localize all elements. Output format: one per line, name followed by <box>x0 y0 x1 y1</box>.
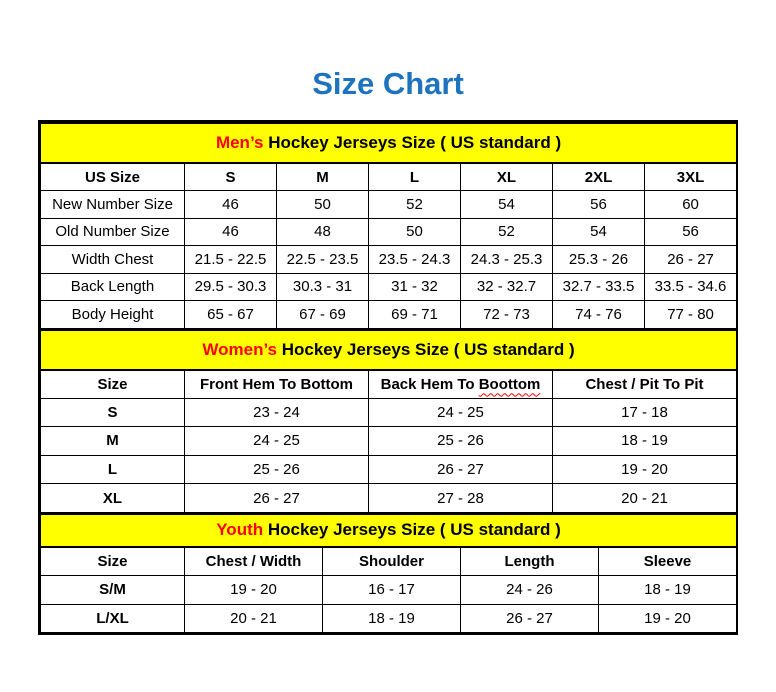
table-cell: 20 - 21 <box>553 484 737 513</box>
table-cell: 46 <box>185 218 277 246</box>
youth-banner-row <box>41 514 737 547</box>
row-label: XL <box>41 484 185 513</box>
row-label: Back Length <box>41 273 185 301</box>
table-cell: 26 - 27 <box>461 604 599 633</box>
page-title: Size Chart <box>312 66 464 101</box>
column-header: Front Hem To Bottom <box>185 370 369 399</box>
womens-size-table <box>40 329 737 513</box>
table-cell: 24 - 25 <box>369 398 553 427</box>
row-label: S <box>41 398 185 427</box>
table-cell: 26 - 27 <box>645 246 737 274</box>
mens-banner <box>41 123 737 163</box>
table-cell: 32.7 - 33.5 <box>553 273 645 301</box>
womens-header-row <box>41 370 737 399</box>
table-cell: 26 - 27 <box>369 455 553 484</box>
table-cell: 77 - 80 <box>645 301 737 329</box>
youth-header-row <box>41 547 737 576</box>
table-cell: 33.5 - 34.6 <box>645 273 737 301</box>
column-header: Length <box>461 547 599 576</box>
table-cell: 25 - 26 <box>185 455 369 484</box>
table-row <box>41 604 737 633</box>
table-row <box>41 398 737 427</box>
table-cell: 24 - 26 <box>461 576 599 605</box>
table-cell: 24 - 25 <box>185 427 369 456</box>
table-cell: 19 - 20 <box>599 604 737 633</box>
mens-size-table <box>40 122 737 329</box>
table-cell: 23.5 - 24.3 <box>369 246 461 274</box>
column-header: 3XL <box>645 163 737 191</box>
table-cell: 24.3 - 25.3 <box>461 246 553 274</box>
mens-banner-highlight: Men’s <box>215 133 264 152</box>
column-header: Size <box>41 370 185 399</box>
table-cell: 20 - 21 <box>185 604 323 633</box>
table-row <box>41 576 737 605</box>
womens-banner-row <box>41 330 737 370</box>
table-cell: 29.5 - 30.3 <box>185 273 277 301</box>
column-header: Sleeve <box>599 547 737 576</box>
table-cell: 46 <box>185 191 277 219</box>
table-cell: 23 - 24 <box>185 398 369 427</box>
column-header: Shoulder <box>323 547 461 576</box>
table-cell: 18 - 19 <box>599 576 737 605</box>
table-cell: 56 <box>553 191 645 219</box>
table-row <box>41 218 737 246</box>
table-cell: 17 - 18 <box>553 398 737 427</box>
table-row <box>41 484 737 513</box>
column-header-with-typo <box>369 370 553 399</box>
table-cell: 25 - 26 <box>369 427 553 456</box>
column-header: M <box>277 163 369 191</box>
column-header: S <box>185 163 277 191</box>
row-label: Width Chest <box>41 246 185 274</box>
column-header: XL <box>461 163 553 191</box>
column-header: 2XL <box>553 163 645 191</box>
column-header: Size <box>41 547 185 576</box>
table-cell: 19 - 20 <box>185 576 323 605</box>
row-label: Body Height <box>41 301 185 329</box>
column-header: L <box>369 163 461 191</box>
table-row <box>41 273 737 301</box>
row-label: L <box>41 455 185 484</box>
row-label: L/XL <box>41 604 185 633</box>
table-cell: 65 - 67 <box>185 301 277 329</box>
mens-banner-rest: Hockey Jerseys Size ( US standard ) <box>263 133 562 152</box>
table-cell: 21.5 - 22.5 <box>185 246 277 274</box>
youth-banner <box>41 514 737 547</box>
table-cell: 27 - 28 <box>369 484 553 513</box>
misspelled-word: Boottom <box>478 375 541 393</box>
table-cell: 54 <box>553 218 645 246</box>
size-chart-container <box>38 120 738 635</box>
table-cell: 18 - 19 <box>553 427 737 456</box>
table-row <box>41 455 737 484</box>
table-cell: 52 <box>461 218 553 246</box>
row-label: M <box>41 427 185 456</box>
table-cell: 30.3 - 31 <box>277 273 369 301</box>
table-row <box>41 301 737 329</box>
row-label: Old Number Size <box>41 218 185 246</box>
table-row <box>41 246 737 274</box>
row-label: S/M <box>41 576 185 605</box>
table-cell: 32 - 32.7 <box>461 273 553 301</box>
table-cell: 22.5 - 23.5 <box>277 246 369 274</box>
table-cell: 19 - 20 <box>553 455 737 484</box>
mens-banner-row <box>41 123 737 163</box>
youth-size-table <box>40 513 737 633</box>
youth-banner-highlight: Youth <box>216 520 264 540</box>
table-cell: 50 <box>277 191 369 219</box>
womens-banner-rest: Hockey Jerseys Size ( US standard ) <box>277 339 575 359</box>
womens-banner <box>41 330 737 370</box>
table-cell: 72 - 73 <box>461 301 553 329</box>
table-cell: 56 <box>645 218 737 246</box>
table-cell: 50 <box>369 218 461 246</box>
table-cell: 74 - 76 <box>553 301 645 329</box>
table-row <box>41 191 737 219</box>
column-header: Chest / Pit To Pit <box>553 370 737 399</box>
womens-banner-highlight: Women’s <box>202 339 277 359</box>
mens-header-row <box>41 163 737 191</box>
table-cell: 52 <box>369 191 461 219</box>
column-header-prefix: Back Hem To <box>380 375 479 393</box>
table-cell: 54 <box>461 191 553 219</box>
table-cell: 16 - 17 <box>323 576 461 605</box>
table-row <box>41 427 737 456</box>
row-label: New Number Size <box>41 191 185 219</box>
table-cell: 60 <box>645 191 737 219</box>
table-cell: 69 - 71 <box>369 301 461 329</box>
table-cell: 26 - 27 <box>185 484 369 513</box>
column-header: US Size <box>41 163 185 191</box>
table-cell: 25.3 - 26 <box>553 246 645 274</box>
table-cell: 18 - 19 <box>323 604 461 633</box>
youth-banner-rest: Hockey Jerseys Size ( US standard ) <box>263 520 561 540</box>
table-cell: 67 - 69 <box>277 301 369 329</box>
table-cell: 31 - 32 <box>369 273 461 301</box>
column-header: Chest / Width <box>185 547 323 576</box>
table-cell: 48 <box>277 218 369 246</box>
